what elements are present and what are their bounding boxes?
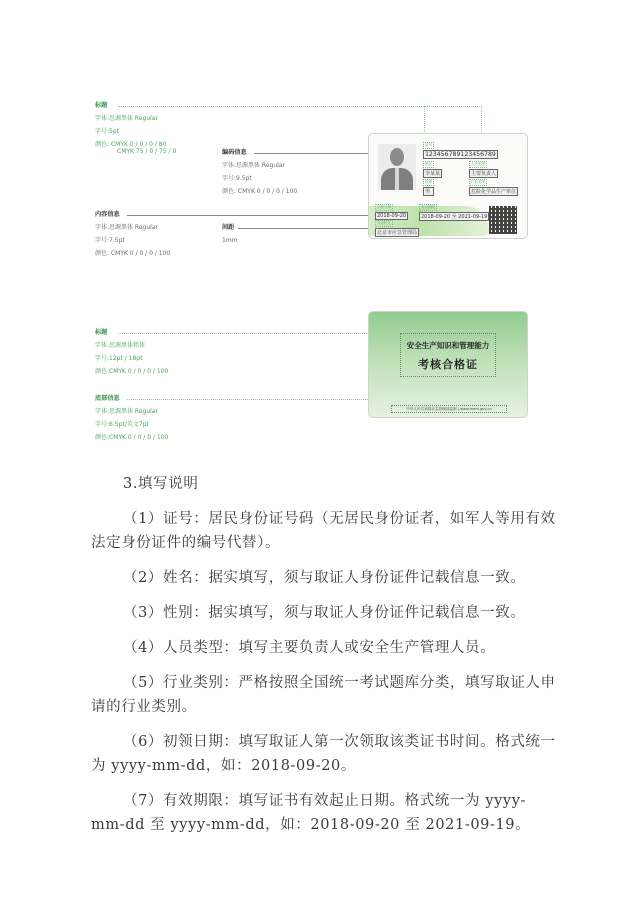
spec-font: 字体:思源黑体 Regular [95,115,158,123]
spec-value: 1mm [222,237,238,245]
spec-font: 字体:思源黑体 Regular [222,162,285,170]
field-industry: 行业类别 危险化学品生产单位 [471,180,517,195]
id-card-back [368,311,528,418]
instruction-item: （6）初领日期：填写取证人第一次领取该类证书时间。格式统一为 yyyy-mm-dd，如：2018-09-20。 [91,734,556,774]
spec-content-info [95,212,170,257]
spec-font: 字体:思源黑体 Regular [95,408,158,416]
spec-color: 颜色: CMYK 0 / 0 / 0 / 100 [222,188,298,196]
leader-spacing [238,228,374,229]
spec-color-2: CMYK 75 / 0 / 75 / 0 [117,148,177,156]
spec-spacing [222,225,238,244]
spec-heading: 编码信息 [222,149,247,156]
spec-font: 字体:思源黑体粗体 [95,342,146,350]
instruction-item: （1）证号：居民身份证号码（无居民身份证者，如军人等用有效法定身份证件的编号代替）。 [91,511,556,551]
leader-title [118,106,482,107]
instruction-item: （7）有效期限：填写证书有效起止日期。格式统一为 yyyy-mm-dd 至 yyyy-mm-dd，如：2018-09-20 至 2021-09-19。 [91,793,531,833]
spec-size: 字号:9.5pt [222,175,252,183]
leader-content-info [127,215,375,216]
spec-color: 颜色:CMYK 0 / 0 / 0 / 100 [95,434,169,442]
spec-color: 颜色: CMYK 0 / 0 / 0 / 100 [95,250,171,258]
photo-placeholder-icon [378,144,416,190]
instruction-item: （2）姓名：据实填写，须与取证人身份证件记载信息一致。 [123,570,526,586]
field-id-number: 证号 123456789123456789 [425,143,496,158]
spec-size: 字号:6.5pt/英文7pt [95,421,149,429]
spec-size: 字号:12pt / 18pt [95,355,143,363]
instructions-section [91,472,560,848]
spec-back-title [95,330,168,375]
card-title-line2: 考核合格证 [418,358,478,371]
spec-back-footer [95,396,168,441]
section-heading: 3.填写说明 [123,476,199,492]
card-footer: 中华人民共和国应急管理部监制 | www.mem.gov.cn [391,405,507,413]
id-card-front [368,133,528,239]
card-title-line1: 安全生产知识和管理能力 [406,341,490,350]
instruction-item: （4）人员类型：填写主要负责人或安全生产管理人员。 [123,640,496,656]
field-gender: 性别 男 [425,180,432,195]
spec-heading: 内容信息 [95,211,120,218]
spec-font: 字体:思源黑体 Regular [95,224,158,232]
field-person-type: 人员类型 主要负责人 [471,162,497,177]
spec-heading: 标题 [95,102,108,109]
field-issuer: 发证机关 北京市应急管理局 [377,221,418,236]
instruction-item: （3）性别：据实填写，须与取证人身份证件记载信息一致。 [123,605,526,621]
spec-code-info [222,150,297,195]
spec-size: 字号:7.5pt [95,237,125,245]
spec-heading: 底部信息 [95,395,120,402]
spec-heading: 标题 [95,329,108,336]
card-title-box [400,333,496,377]
field-first-date: 初领日期 2018-09-20 [377,205,407,219]
instruction-item: （5）行业类别：严格按照全国统一考试题库分类，填写取证人申请的行业类别。 [91,675,556,715]
spec-front-title [95,103,176,155]
spec-heading: 间距 [222,224,235,231]
leader-back-title [118,333,403,334]
spec-color: 颜色:CMYK 0 / 0 / 0 / 100 [95,368,169,376]
spec-size: 字号:5pt [95,128,120,136]
spec-color: 颜色: CMYK 0 / 0 / 0 / 80 [95,141,167,149]
qr-code-icon [489,206,517,234]
field-validity: 有效期限 2018-09-20 至 2021-09-19 [421,205,488,220]
field-name: 姓名 李某某 [425,162,441,177]
